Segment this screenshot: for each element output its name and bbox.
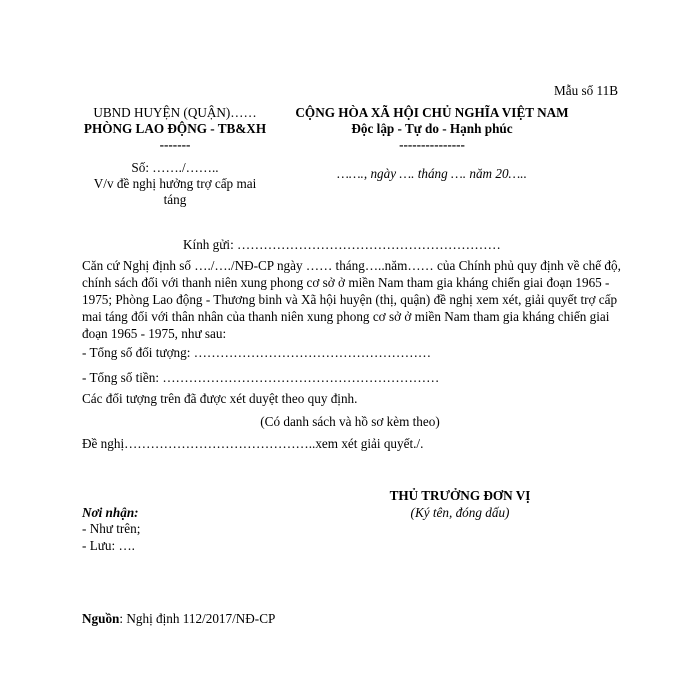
source-text: : Nghị định 112/2017/NĐ-CP [119,611,276,626]
date-line: ……., ngày …. tháng …. năm 20….. [337,166,527,181]
department-name: PHÒNG LAO ĐỘNG - TB&XH [83,121,267,136]
left-separator: ------- [159,137,191,152]
request-line: Đề nghị……………………………………..xem xét giải quyết./. [82,436,424,451]
source-label: Nguồn [82,611,120,626]
recipient-line: Kính gửi: …………………………………………………… [183,237,501,252]
authority-name: UBND HUYỆN (QUẬN)…… [93,105,257,120]
total-amount: - Tổng số tiền: ……………………………………………………… [82,370,440,385]
total-subjects: - Tổng số đối tượng: ……………………………………………… [82,345,432,360]
form-number: Mẫu số 11B [554,83,618,98]
reviewed-statement: Các đối tượng trên đã được xét duyệt theo quy định. [82,391,358,406]
document-number: Số: ……./…….. [131,160,219,175]
right-separator: --------------- [399,137,465,152]
subject-line-2: táng [163,192,187,207]
recipients-label: Nơi nhận: [82,505,139,520]
signature-note: (Ký tên, đóng dấu) [410,505,510,520]
body-paragraph: Căn cứ Nghị định số …./…./NĐ-CP ngày …… tháng…..năm…… của Chính phủ quy định về chế độ, chính sách đối với thanh niên xung phong cơ sở ở miền Nam tham gia kháng chiến giai đoạn 1965 - 1975; Phòng Lao động - Thương binh và Xã hội huyện (thị, quận) đề nghị xem xét, giải quyết trợ cấp mai táng đối với thân nhân của thanh niên xung phong cơ sở ở miền Nam tham gia kháng chiến giai đoạn 1965 - 1975, như sau: [82,258,621,341]
signature-title: THỦ TRƯỞNG ĐƠN VỊ [389,488,531,503]
subject-line-1: V/v đề nghị hưởng trợ cấp mai [93,176,257,191]
source-line [82,611,275,627]
national-motto: Độc lập - Tự do - Hạnh phúc [351,121,513,136]
country-name: CỘNG HÒA XÃ HỘI CHỦ NGHĨA VIỆT NAM [295,105,569,120]
attachment-note: (Có danh sách và hồ sơ kèm theo) [260,414,440,429]
recipients-item-1: - Như trên; [82,521,141,536]
recipients-item-2: - Lưu: …. [82,538,135,553]
